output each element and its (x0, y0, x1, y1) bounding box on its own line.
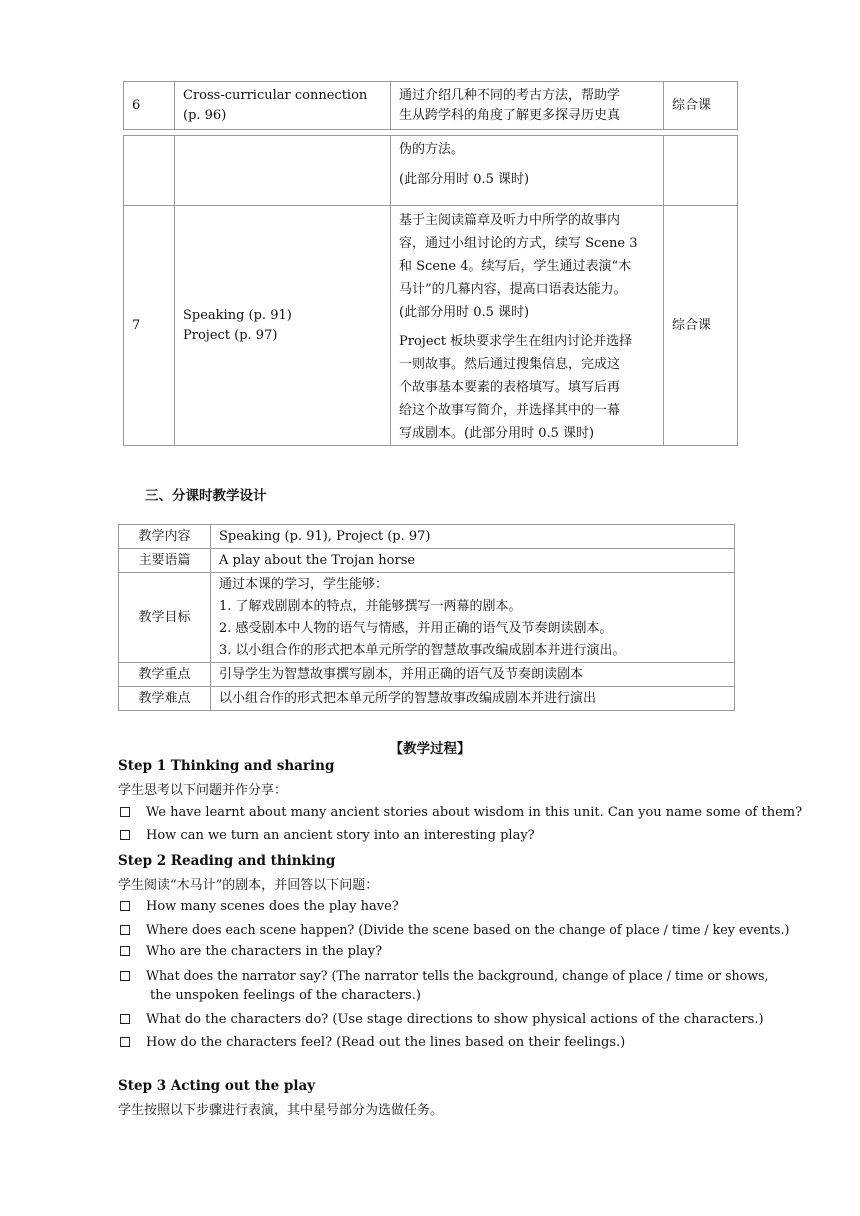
lesson-content (175, 206, 391, 446)
curriculum-table-row6 (123, 81, 738, 130)
step2-intro: 学生阅读“木马计”的剧本，并回答以下问题： (118, 878, 379, 893)
content-line: Speaking (p. 91) (183, 307, 292, 323)
desc-line: 写成剧本。(此部分用时 0.5 课时) (399, 426, 595, 441)
checkbox-icon[interactable] (120, 946, 130, 956)
objective-line: 2. 感受剧本中人物的语气与情感，并用正确的语气及节奏朗读剧本。 (219, 620, 613, 636)
checkbox-icon[interactable] (120, 807, 130, 817)
step2-item: How do the characters feel? (Read out the lines based on their feelings.) (120, 1033, 625, 1053)
desc-line: 给这个故事写简介，并选择其中的一幕 (399, 403, 621, 418)
row-value: A play about the Trojan horse (211, 549, 735, 573)
step3-title: Step 3 Acting out the play (118, 1078, 316, 1094)
content-line: Cross-curricular connection (183, 87, 368, 103)
process-title: 【教学过程】 (389, 741, 471, 757)
lesson-description-cont (391, 136, 664, 206)
content-line: (p. 96) (183, 107, 227, 123)
lesson-design-table (118, 524, 735, 711)
row-label: 教学目标 (119, 573, 211, 663)
row-number-empty (124, 136, 175, 206)
objectives (211, 573, 735, 663)
checkbox-icon[interactable] (120, 901, 130, 911)
objective-line: 通过本课的学习，学生能够： (219, 576, 389, 592)
checkbox-icon[interactable] (120, 830, 130, 840)
desc-line: (此部分用时 0.5 课时) (399, 172, 530, 187)
desc-line: 伪的方法。 (399, 142, 465, 157)
row-number: 7 (124, 206, 175, 446)
step2-item: What does the narrator say? (The narrator tells the background, change of place / time or shows, (120, 966, 768, 987)
objective-line: 3. 以小组合作的形式把本单元所学的智慧故事改编成剧本并进行演出。 (219, 642, 626, 658)
checkbox-icon[interactable] (120, 971, 130, 981)
desc-line: 通过介绍几种不同的考古方法，帮助学 (399, 87, 621, 103)
step2-item-continued: the unspoken feelings of the characters.) (150, 988, 421, 1003)
content-line: Project (p. 97) (183, 327, 278, 343)
step1-item: How can we turn an ancient story into an interesting play? (120, 826, 535, 846)
row-label: 主要语篇 (119, 549, 211, 573)
checkbox-icon[interactable] (120, 925, 130, 935)
step2-item: How many scenes does the play have? (120, 897, 399, 917)
desc-line: (此部分用时 0.5 课时) (399, 305, 530, 320)
step2-item: Who are the characters in the play? (120, 942, 382, 962)
desc-line: Project 板块要求学生在组内讨论并选择 (399, 334, 633, 349)
step1-title: Step 1 Thinking and sharing (118, 758, 335, 774)
desc-line: 马计”的几幕内容，提高口语表达能力。 (399, 282, 627, 297)
lesson-content (175, 82, 391, 130)
lesson-type: 综合课 (664, 206, 738, 446)
row-value: 引导学生为智慧故事撰写剧本，并用正确的语气及节奏朗读剧本 (211, 663, 735, 687)
step1-intro: 学生思考以下问题并作分享： (118, 783, 288, 798)
desc-line: 和 Scene 4。续写后，学生通过表演“木 (399, 259, 632, 274)
step1-item: We have learnt about many ancient stories about wisdom in this unit. Can you name some of them? (120, 803, 802, 823)
desc-line: 容，通过小组讨论的方式，续写 Scene 3 (399, 236, 638, 251)
desc-line: 生从跨学科的角度了解更多探寻历史真 (399, 107, 621, 123)
checkbox-icon[interactable] (120, 1037, 130, 1047)
lesson-description (391, 206, 664, 446)
desc-line: 基于主阅读篇章及听力中所学的故事内 (399, 213, 621, 228)
step2-item: Where does each scene happen? (Divide the scene based on the change of place / time / key events.) (120, 920, 789, 941)
step2-title: Step 2 Reading and thinking (118, 853, 336, 869)
desc-line: 个故事基本要素的表格填写。填写后再 (399, 380, 621, 395)
row-label: 教学内容 (119, 525, 211, 549)
checkbox-icon[interactable] (120, 1014, 130, 1024)
row-label: 教学难点 (119, 687, 211, 711)
objective-line: 1. 了解戏剧剧本的特点，并能够撰写一两幕的剧本。 (219, 598, 522, 614)
step3-intro: 学生按照以下步骤进行表演，其中星号部分为选做任务。 (118, 1103, 444, 1118)
section-heading: 三、分课时教学设计 (145, 488, 267, 504)
curriculum-table-row7 (123, 135, 738, 446)
row-value: Speaking (p. 91), Project (p. 97) (211, 525, 735, 549)
lesson-type: 综合课 (664, 82, 738, 130)
lesson-description (391, 82, 664, 130)
step2-item: What do the characters do? (Use stage directions to show physical actions of the characters.) (120, 1010, 764, 1030)
row-label: 教学重点 (119, 663, 211, 687)
lesson-content-empty (175, 136, 391, 206)
desc-line: 一则故事。然后通过搜集信息，完成这 (399, 357, 621, 372)
row-value: 以小组合作的形式把本单元所学的智慧故事改编成剧本并进行演出 (211, 687, 735, 711)
lesson-type-empty (664, 136, 738, 206)
row-number: 6 (124, 82, 175, 130)
